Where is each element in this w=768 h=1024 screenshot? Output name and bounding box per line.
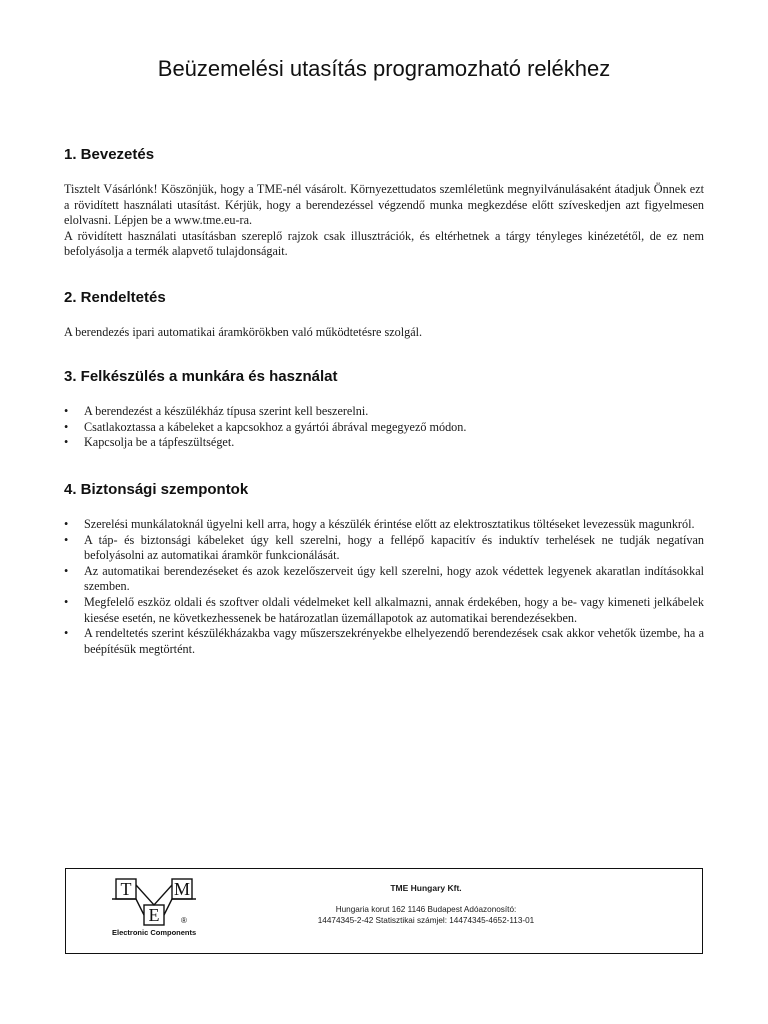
section-preparation bbox=[64, 368, 704, 451]
paragraph: Tisztelt Vásárlónk! Köszönjük, hogy a TME-nél vásárolt. Környezettudatos szemléletünk megnyilvánulásaként átadjuk Önnek ezt a rövidített használati utasítást. Kérjük, hogy a berendezéssel végzendő munka megkezdése előtt szíveskedjen azt figyelmesen elolvasni. Lépjen be a www.tme.eu-ra. bbox=[64, 182, 704, 228]
list-item: • Csatlakoztassa a kábeleket a kapcsokhoz a gyártói ábrával megegyező módon. bbox=[64, 420, 704, 436]
paragraph: A rövidített használati utasításban szereplő rajzok csak illusztrációk, és eltérhetnek a tárgy tényleges kinézetétől, de ez nem befolyásolja a termék alapvető tulajdonságait. bbox=[64, 228, 704, 259]
logo-letter-t: T bbox=[120, 879, 132, 899]
footer-box bbox=[65, 868, 703, 954]
list-item: • A rendeltetés szerint készülékházakba vagy műszerszekrényekbe elhelyezendő berendezések csak akkor vehetők üzembe, ha a beépítésük megtörtént. bbox=[64, 626, 704, 657]
list-item: • Az automatikai berendezéseket és azok kezelőszerveit úgy kell szerelni, hogy azok védettek legyenek akaratlan indításokkal szemben. bbox=[64, 564, 704, 595]
section-heading: 2. Rendeltetés bbox=[64, 289, 166, 306]
bullet-list bbox=[64, 517, 704, 657]
page-title: Beüzemelési utasítás programozható relékhez bbox=[157, 56, 611, 81]
section-heading: 4. Biztonsági szempontok bbox=[64, 481, 249, 498]
section-purpose bbox=[64, 289, 704, 341]
bullet-list bbox=[64, 404, 704, 451]
section-heading: 3. Felkészülés a munkára és használat bbox=[64, 368, 338, 385]
address-line: 14474345-2-42 Statisztikai számjel: 14474345-4652-113-01 bbox=[317, 915, 535, 925]
address-line: Hungaria korut 162 1146 Budapest Adóazonosító: bbox=[335, 905, 517, 914]
list-item: • Megfelelő eszköz oldali és szoftver oldali védelmeket kell alkalmazni, annak érdekében, hogy a be- vagy kimeneti jelkábelek kiesése esetén, ne következhessenek be határozatlan üzemállapotok az automatikai berendezésekben. bbox=[64, 595, 704, 626]
list-item: • A berendezést a készülékház típusa szerint kell beszerelni. bbox=[64, 404, 704, 420]
registered-icon: ® bbox=[181, 916, 187, 925]
section-safety bbox=[64, 481, 704, 657]
paragraph: A berendezés ipari automatikai áramkörökben való működtetésre szolgál. bbox=[64, 325, 423, 339]
logo-letter-e: E bbox=[148, 905, 160, 925]
list-item: • A táp- és biztonsági kábeleket úgy kell szerelni, hogy a fellépő kapacitív és induktív terhelések ne tudják negatívan befolyásolni az automatikai áramkör funkcionálását. bbox=[64, 533, 704, 564]
section-introduction bbox=[64, 146, 704, 260]
company-name: TME Hungary Kft. bbox=[390, 883, 462, 893]
section-heading: 1. Bevezetés bbox=[64, 146, 155, 163]
list-item: • Szerelési munkálatoknál ügyelni kell arra, hogy a készülék érintése előtt az elektrosztatikus töltéseket levezessük magunkról. bbox=[64, 517, 704, 533]
company-address bbox=[266, 905, 586, 926]
logo-letter-m: M bbox=[173, 879, 191, 899]
list-item: • Kapcsolja be a tápfeszültséget. bbox=[64, 435, 704, 451]
logo-subtitle: Electronic Components bbox=[112, 928, 197, 937]
